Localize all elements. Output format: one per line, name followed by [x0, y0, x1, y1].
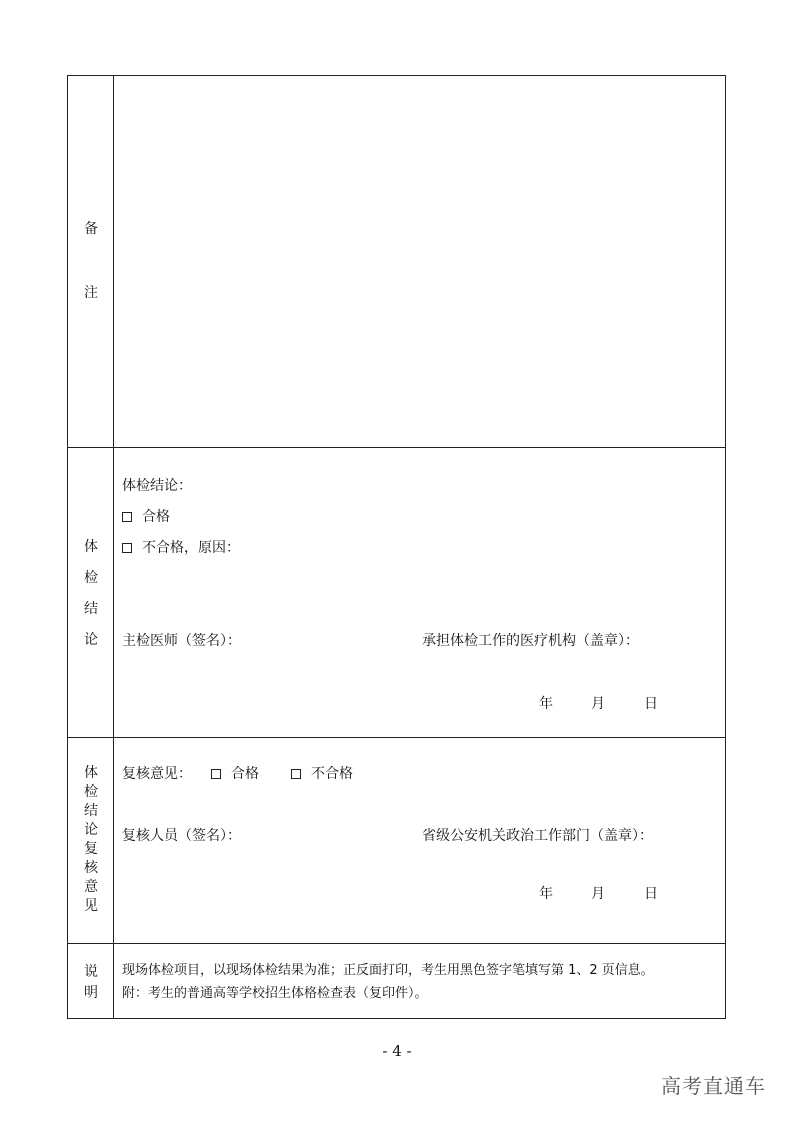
date-month-label: 月: [591, 696, 605, 712]
remarks-label-cell: [68, 76, 114, 447]
notes-label-char: 明: [84, 985, 98, 1001]
review-content: [114, 738, 725, 943]
reviewer-signature-label: 复核人员（签名）：: [122, 828, 241, 844]
review-label-char: 体: [84, 765, 98, 781]
review-pass-checkbox[interactable]: [211, 769, 221, 779]
remarks-row: [67, 75, 726, 447]
review-date-year-label: 年: [539, 886, 553, 902]
conclusion-pass-option[interactable]: [122, 508, 170, 526]
review-label-cell: [68, 738, 114, 943]
review-label-char: 核: [84, 860, 98, 876]
conclusion-label-cell: [68, 448, 114, 737]
review-label-char: 见: [84, 898, 98, 914]
watermark-text: 高考直通车: [661, 1074, 766, 1098]
notes-label-char: 说: [84, 964, 98, 980]
remarks-label-char: 备: [84, 221, 98, 237]
doctor-signature-label: 主检医师（签名）：: [122, 633, 241, 649]
institution-seal-label: 承担体检工作的医疗机构（盖章）：: [422, 633, 639, 649]
review-date-month-label: 月: [591, 886, 605, 902]
review-label-char: 结: [84, 803, 98, 819]
fail-checkbox[interactable]: [122, 543, 132, 553]
conclusion-label-char: 体: [84, 539, 98, 555]
review-label-char: 检: [84, 784, 98, 800]
review-date-day-label: 日: [644, 886, 658, 902]
pass-checkbox[interactable]: [122, 512, 132, 522]
conclusion-label-char: 论: [84, 632, 98, 648]
review-fail-option[interactable]: [291, 765, 353, 783]
notes-content: [114, 944, 725, 1018]
department-seal-label: 省级公安机关政治工作部门（盖章）：: [422, 828, 653, 844]
review-pass-label: 合格: [231, 766, 259, 782]
medical-exam-form: [67, 75, 726, 1019]
date-day-label: 日: [644, 696, 658, 712]
conclusion-content: [114, 448, 725, 737]
notes-label-cell: [68, 944, 114, 1018]
page-number: - 4 -: [382, 1042, 412, 1060]
conclusion-label-char: 结: [84, 601, 98, 617]
remarks-field[interactable]: [114, 76, 725, 447]
review-row: [67, 737, 726, 943]
pass-option-label: 合格: [142, 509, 170, 525]
conclusion-fail-option[interactable]: [122, 539, 240, 557]
review-label-char: 意: [84, 879, 98, 895]
notes-line-2: 附：考生的普通高等学校招生体格检查表（复印件）。: [122, 986, 428, 1001]
review-pass-option[interactable]: [211, 765, 259, 783]
conclusion-row: [67, 447, 726, 737]
review-label-char: 复: [84, 841, 98, 857]
date-year-label: 年: [539, 696, 553, 712]
review-label-char: 论: [84, 822, 98, 838]
remarks-label-char: 注: [84, 285, 98, 301]
notes-row: [67, 943, 726, 1019]
conclusion-title: 体检结论：: [122, 478, 192, 494]
review-fail-label: 不合格: [311, 766, 353, 782]
notes-line-1: 现场体检项目，以现场体检结果为准；正反面打印，考生用黑色签字笔填写第 1、2 页信息。: [122, 963, 654, 978]
fail-option-label: 不合格，原因：: [142, 540, 240, 556]
conclusion-label-char: 检: [84, 570, 98, 586]
review-fail-checkbox[interactable]: [291, 769, 301, 779]
review-opinion-label: 复核意见：: [122, 766, 192, 782]
